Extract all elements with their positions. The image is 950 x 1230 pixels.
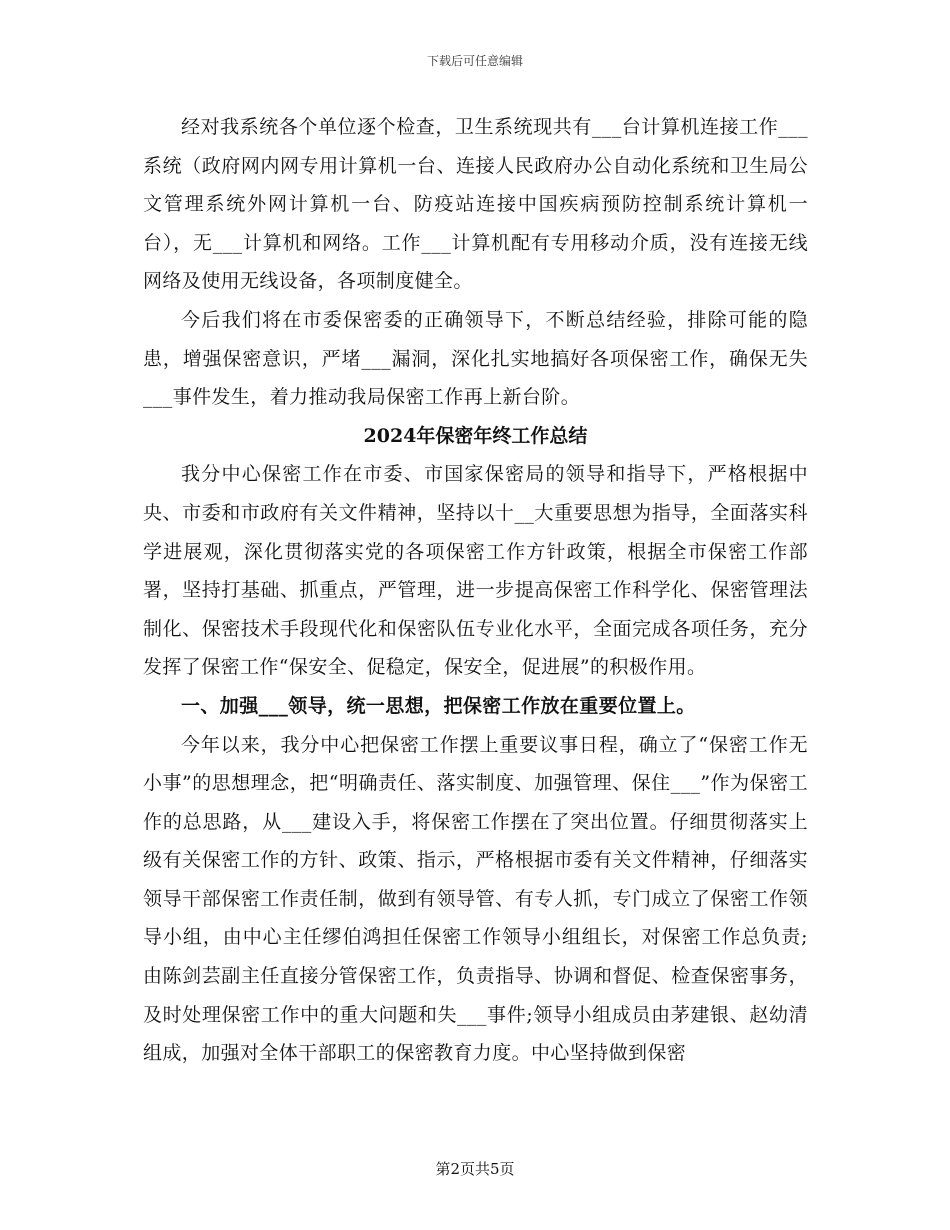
paragraph-1: 经对我系统各个单位逐个检查，卫生系统现共有___台计算机连接工作___系统（政府网内网专用计算机一台、连接人民政府办公自动化系统和卫生局公文管理系统外网计算机一台、防疫站连接中国疾病预防控制系统计算机一台），无___计算机和网络。工作___计算机配有专用移动介质，没有连接无线网络及使用无线设备，各项制度健全。 (143, 116, 808, 293)
paragraph-2: 今后我们将在市委保密委的正确领导下，不断总结经验，排除可能的隐患，增强保密意识，严堵___漏洞，深化扎实地搞好各项保密工作，确保无失___事件发生，着力推动我局保密工作再上新台阶。 (143, 308, 808, 409)
paragraph-4: 今年以来，我分中心把保密工作摆上重要议事日程，确立了“保密工作无小事”的思想理念，把“明确责任、落实制度、加强管理、保住___”作为保密工作的总思路，从___建设入手，将保密工作摆在了突出位置。仔细贯彻落实上级有关保密工作的方针、政策、指示，严格根据市委有关文件精神，仔细落实领导干部保密工作责任制，做到有领导管、有专人抓，专门成立了保密工作领导小组，由中心主任缪伯鸿担任保密工作领导小组组长，对保密工作总负责;由陈剑芸副主任直接分管保密工作，负责指导、协调和督促、检查保密事务，及时处理保密工作中的重大问题和失___事件;领导小组成员由茅建银、赵幼清组成，加强对全体干部职工的保密教育力度。中心坚持做到保密 (143, 733, 808, 1065)
document-title: 2024年保密年终工作总结 (363, 424, 588, 447)
section-heading-1: 一、加强___领导，统一思想，把保密工作放在重要位置上。 (181, 694, 696, 717)
document-body (143, 108, 808, 1073)
page-number: 第2页共5页 (435, 1160, 515, 1178)
header-note: 下载后可任意编辑 (426, 54, 523, 68)
paragraph-3: 我分中心保密工作在市委、市国家保密局的领导和指导下，严格根据中央、市委和市政府有关文件精神，坚持以十__大重要思想为指导，全面落实科学进展观，深化贯彻落实党的各项保密工作方针政策，根据全市保密工作部署，坚持打基础、抓重点，严管理，进一步提高保密工作科学化、保密管理法制化、保密技术手段现代化和保密队伍专业化水平，全面完成各项任务，充分发挥了保密工作“保安全、促稳定，保安全，促进展”的积极作用。 (143, 463, 808, 679)
